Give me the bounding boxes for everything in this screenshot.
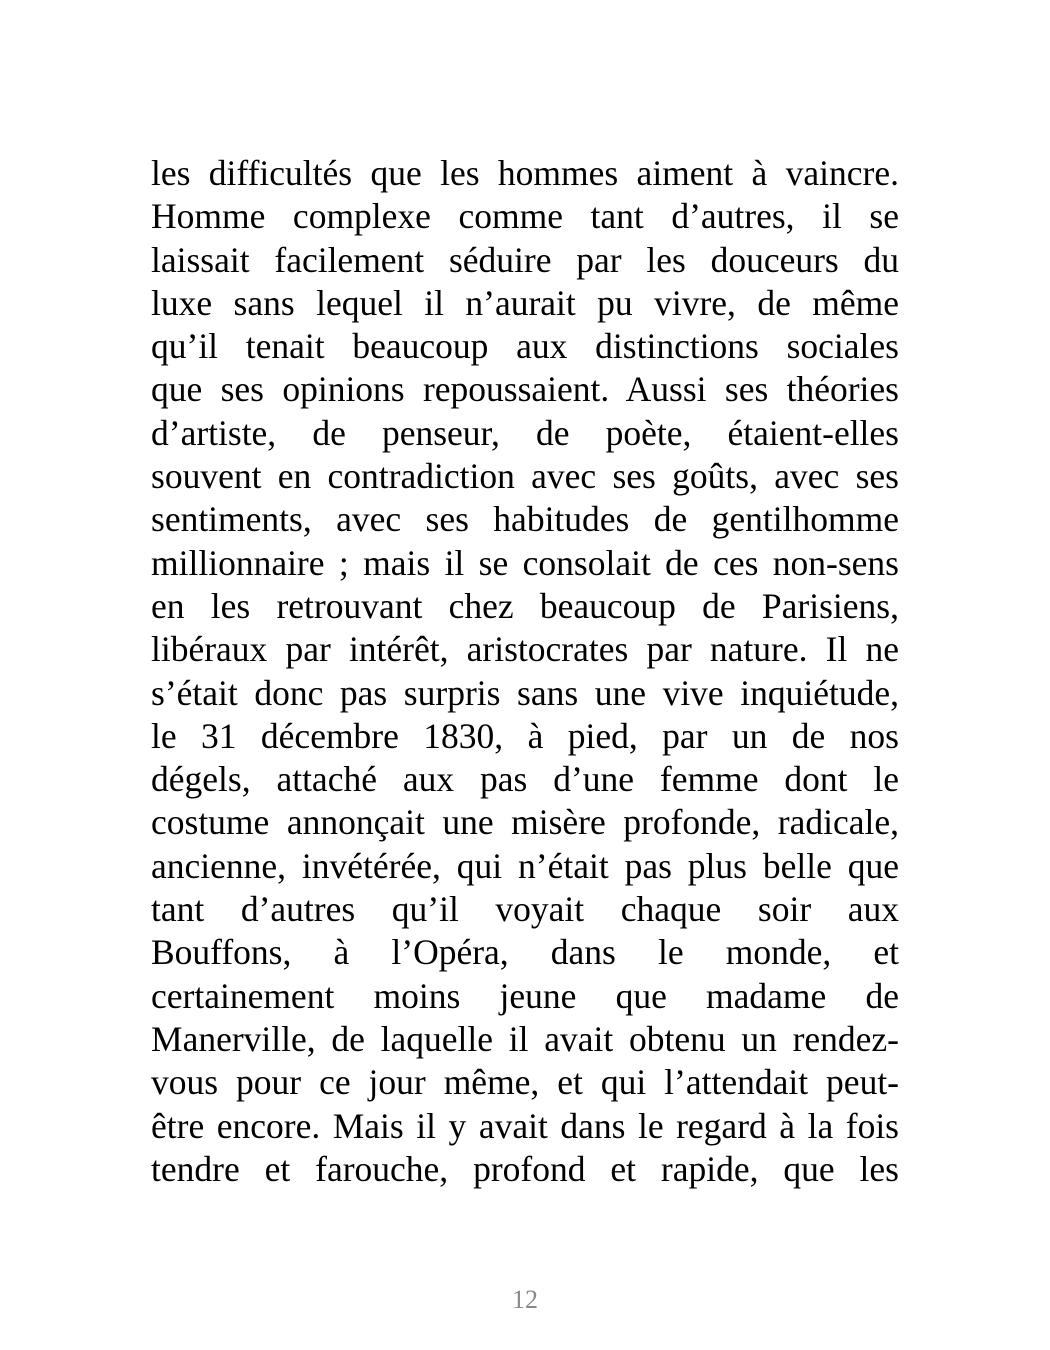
text-line: ancienne, invétérée, qui n’était pas plus belle que	[151, 845, 899, 886]
text-line: les difficultés que les hommes aiment à vaincre.	[151, 153, 899, 193]
text-line: luxe sans lequel il n’aurait pu vivre, de même	[151, 282, 899, 323]
text-line: souvent en contradiction avec ses goûts, avec ses	[151, 456, 899, 497]
text-line: vous pour ce jour même, et qui l’attendait peut-	[151, 1062, 899, 1103]
text-line: tendre et farouche, profond et rapide, que les	[151, 1148, 899, 1189]
text-line: d’artiste, de penseur, de poète, étaient-elles	[151, 412, 899, 453]
text-line: qu’il tenait beaucoup aux distinctions sociales	[151, 326, 899, 367]
text-line: dégels, attaché aux pas d’une femme dont le	[151, 759, 899, 800]
text-line: tant d’autres qu’il voyait chaque soir aux	[151, 889, 899, 930]
text-line: Homme complexe comme tant d’autres, il se	[151, 196, 899, 237]
text-line: Manerville, de laquelle il avait obtenu un rendez-	[151, 1018, 899, 1059]
text-line: le 31 décembre 1830, à pied, par un de nos	[151, 715, 899, 756]
text-line: costume annonçait une misère profonde, radicale,	[151, 802, 899, 843]
text-line: que ses opinions repoussaient. Aussi ses théories	[151, 369, 899, 410]
text-line: en les retrouvant chez beaucoup de Parisiens,	[151, 585, 899, 626]
text-line: millionnaire ; mais il se consolait de ces non-sens	[151, 542, 899, 583]
text-line: être encore. Mais il y avait dans le regard à la fois	[151, 1105, 899, 1146]
text-line: libéraux par intérêt, aristocrates par nature. Il ne	[151, 629, 899, 670]
text-line: s’était donc pas surpris sans une vive inquiétude,	[151, 672, 899, 713]
text-line: sentiments, avec ses habitudes de gentilhomme	[151, 499, 899, 540]
text-line: laissait facilement séduire par les douceurs du	[151, 239, 899, 280]
text-line: certainement moins jeune que madame de	[151, 975, 899, 1016]
page-number: 12	[512, 1285, 538, 1314]
text-line: Bouffons, à l’Opéra, dans le monde, et	[151, 932, 899, 973]
body-text	[151, 152, 899, 1191]
